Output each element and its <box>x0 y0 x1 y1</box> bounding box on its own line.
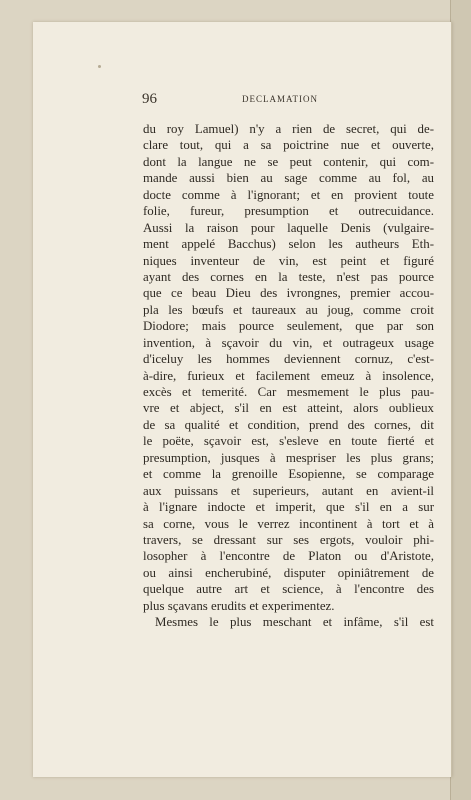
text-line: d'iceluy les hommes deviennent cornuz, c'est- <box>143 352 434 367</box>
text-line: du roy Lamuel) n'y a rien de secret, qui de- <box>143 122 434 136</box>
text-line: ment appelé Bacchus) selon les autheurs Eth- <box>143 237 434 252</box>
text-line: Diodore; mais pource seulement, que par son <box>143 319 434 334</box>
text-line: niques inventeur de vin, est peint et figuré <box>143 253 434 268</box>
text-line: Aussi la raison pour laquelle Denis (vulgaire- <box>143 220 434 235</box>
text-line: à-dire, furieux et facilement emeuz à insolence, <box>143 368 434 383</box>
text-line: plus sçavans erudits et experimentez. <box>143 598 335 613</box>
text-line: dont la langue ne se peut contenir, qui com- <box>143 154 434 169</box>
body-text <box>143 121 434 631</box>
text-line: et comme la grenoille Esopienne, se comparage <box>143 467 434 482</box>
text-line: invention, à sçavoir du vin, et outrageux usage <box>143 335 434 350</box>
running-head: DECLAMATION <box>242 94 318 104</box>
text-line: docte comme à l'ignorant; et en provient toute <box>143 187 434 202</box>
page-number: 96 <box>142 91 157 107</box>
text-line: sa corne, vous le verrez incontinent à tort et à <box>143 516 434 531</box>
adjacent-page-edge <box>450 0 471 800</box>
paper-speck <box>98 65 101 68</box>
text-line: ayant des cornes en la teste, n'est pas pource <box>143 269 434 284</box>
text-line: excès et temerité. Car mesmement le plus pau- <box>143 385 434 399</box>
text-line: clare tout, qui a sa poictrine nue et ouverte, <box>143 138 434 153</box>
text-line: de sa qualité et condition, prend des cornes, dit <box>143 417 434 432</box>
text-line: Mesmes le plus meschant et infâme, s'il est <box>155 615 434 630</box>
text-line: à l'ignare indocte et imperit, que s'il en a sur <box>143 500 434 515</box>
text-line: quelque autre art et science, à l'encontre des <box>143 582 434 597</box>
text-line: vre et abject, s'il en est atteint, alors oublieux <box>143 401 434 416</box>
text-line: pla les bœufs et taureaux au joug, comme croit <box>143 302 434 317</box>
text-line: aux puissans et superieurs, autant en avient-il <box>143 483 434 498</box>
text-line: losopher à l'encontre de Platon ou d'Aristote, <box>143 549 434 564</box>
text-line: que ce beau Dieu des ivrongnes, premier accou- <box>143 286 434 301</box>
text-line: presumption, jusques à mespriser les plus grans; <box>143 450 434 465</box>
text-line: le poëte, sçavoir est, s'esleve en toute fierté et <box>143 434 434 449</box>
text-line: ou ainsi encherubiné, disputer opiniâtrement de <box>143 565 434 580</box>
text-line: folie, fureur, presumption et outrecuidance. <box>143 204 434 219</box>
page-header <box>142 91 432 111</box>
text-line: mande aussi bien au sage comme au fol, au <box>143 171 434 186</box>
text-line: travers, se dressant sur ses ergots, vouloir phi- <box>143 532 434 547</box>
